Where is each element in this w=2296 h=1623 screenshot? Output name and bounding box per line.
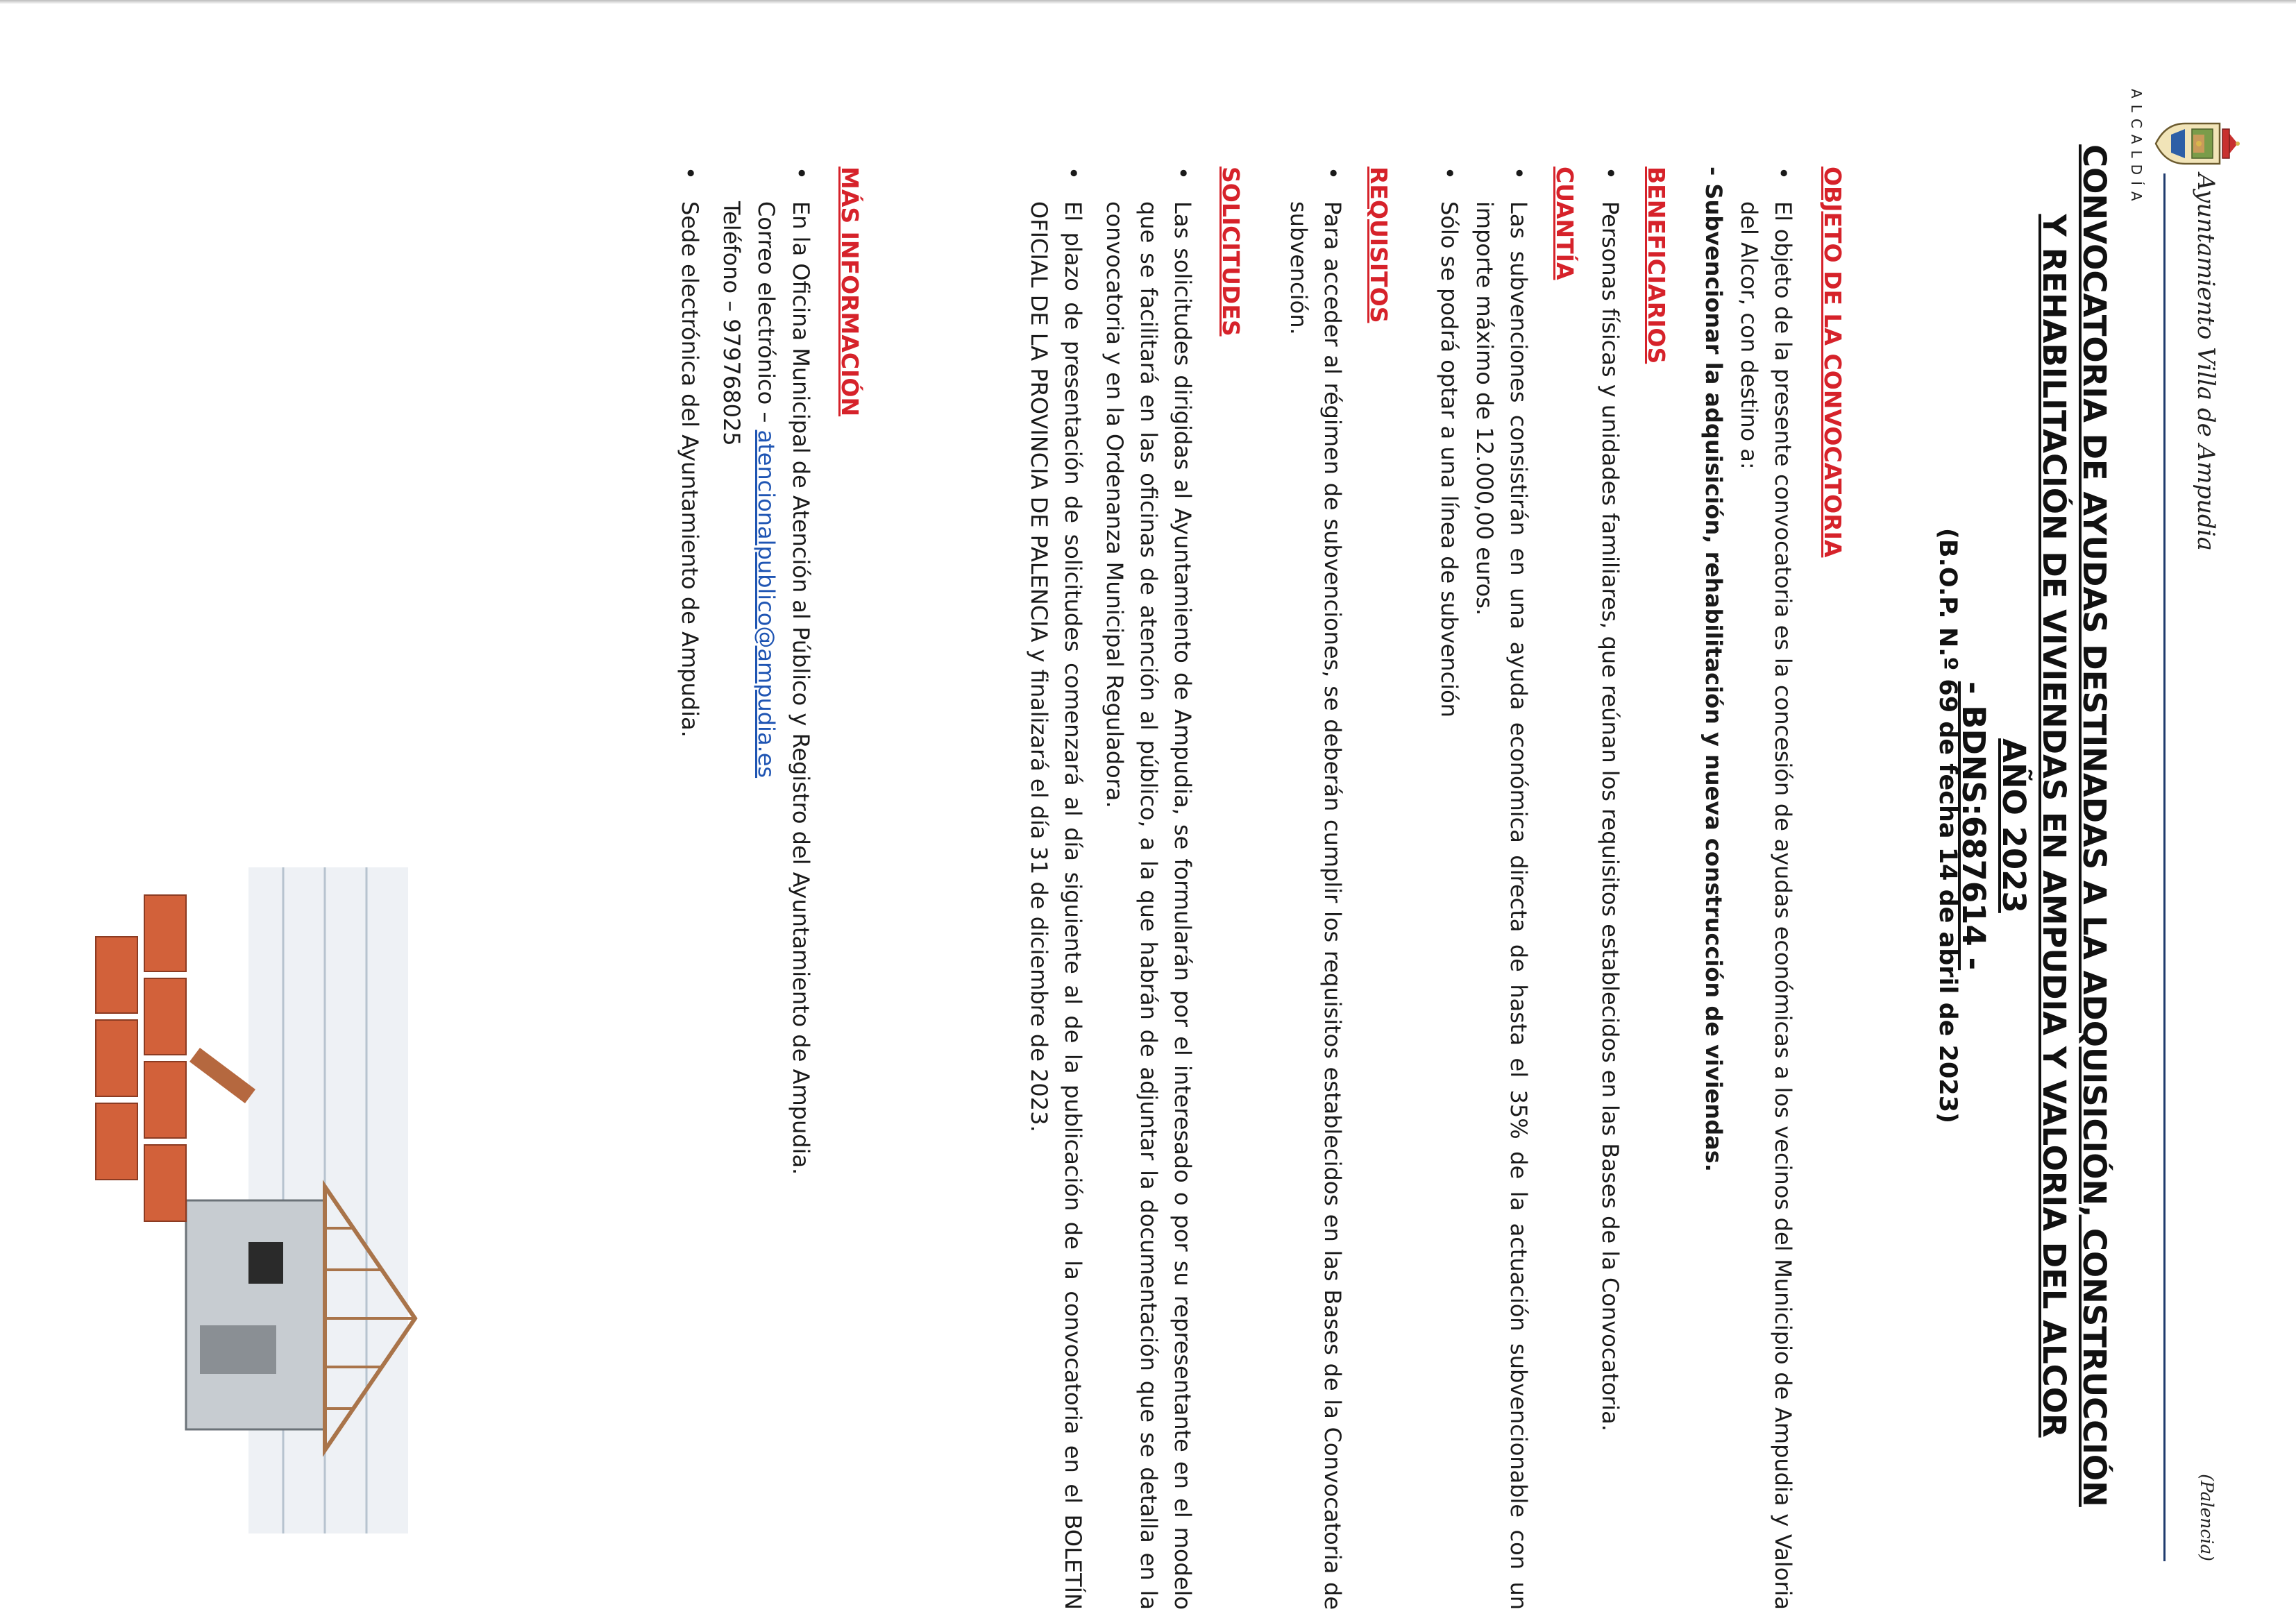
- bullet-icon: •: [1505, 167, 1532, 180]
- house-construction-illustration: [75, 840, 464, 1603]
- municipal-crest-icon: [2150, 111, 2240, 177]
- list-item: [1467, 167, 1535, 1610]
- objeto-text: El objeto de la presente convocatoria es la concesión de ayudas económicas a los vecinos del Municipio de Ampudia y Valoria del Alcor, con destino a:: [1736, 201, 1796, 1610]
- bullet-icon: •: [1319, 167, 1346, 180]
- title-year: AÑO 2023: [1995, 738, 2032, 913]
- list-item: [673, 167, 707, 1610]
- bullet-icon: •: [1436, 167, 1462, 180]
- bullet-icon: •: [1060, 167, 1086, 180]
- beneficiarios-text: Personas físicas y unidades familiares, que reúnan los requisitos establecidos en las Bases de la Convocatoria.: [1597, 201, 1623, 1431]
- email-label: Correo electrónico –: [753, 201, 779, 430]
- solicitudes-text-2: El plazo de presentación de solicitudes comenzará al día siguiente al de la publicación de la convocatoria en el BOLETÍN OFICIAL DE LA PROVINCIA DE PALENCIA y finalizará el día 31 de diciembre de 2023.: [1026, 201, 1086, 1610]
- cuantia-text-2: Sólo se podrá optar a una línea de subvención: [1436, 201, 1462, 717]
- section-heading-requisitos: REQUISITOS: [1365, 167, 1392, 323]
- list-item: [1281, 167, 1349, 1610]
- section-heading-cuantia: CUANTÍA: [1551, 167, 1578, 280]
- section-heading-objeto: OBJETO DE LA CONVOCATORIA: [1819, 167, 1846, 558]
- cuantia-text-1: Las subvenciones consistirán en una ayuda económica directa de hasta el 35% de la actuación subvencionable con un importe máximo de 12.000,00 euros.: [1471, 201, 1532, 1610]
- list-item: [784, 167, 818, 1610]
- bullet-icon: •: [1170, 167, 1196, 180]
- bullet-icon: •: [677, 167, 703, 180]
- section-heading-beneficiarios: BENEFICIARIOS: [1643, 167, 1670, 364]
- list-item: [1593, 167, 1627, 1610]
- bullet-icon: •: [1770, 167, 1796, 180]
- bop-reference: (B.O.P. N.º 69 de fecha 14 de abril de 2023): [1934, 527, 1961, 1124]
- title-line-2: Y REHABILITACIÓN DE VIVIENDAS EN AMPUDIA Y VALORIA DEL ALCOR: [2036, 214, 2073, 1438]
- section-heading-solicitudes: SOLICITUDES: [1217, 167, 1244, 337]
- title-line-1: CONVOCATORIA DE AYUDAS DESTINADAS A LA ADQUISICIÓN, CONSTRUCCIÓN: [2076, 144, 2113, 1507]
- bullet-icon: •: [788, 167, 814, 180]
- objeto-destino: - Subvencionar la adquisición, rehabilitación y nueva construcción de viviendas.: [1700, 167, 1727, 1172]
- province-name: (Palencia): [2197, 1474, 2217, 1561]
- list-item: [1732, 167, 1800, 1610]
- letterhead-rule: [2163, 173, 2166, 1561]
- info-office-text: En la Oficina Municipal de Atención al Público y Registro del Ayuntamiento de Ampudia.: [788, 201, 814, 1175]
- institution-name: Ayuntamiento Villa de Ampudia: [2192, 173, 2220, 551]
- phone-line: Teléfono – 979768025: [718, 201, 745, 446]
- list-item: [1022, 167, 1090, 1610]
- email-line: [749, 201, 783, 1311]
- requisitos-text: Para acceder al régimen de subvenciones, se deberán cumplir los requisitos establecidos en las Bases de la Convocatoria de subvención.: [1285, 201, 1346, 1610]
- solicitudes-text-1: Las solicitudes dirigidas al Ayuntamiento de Ampudia, se formularán por el interesado o por su representante en el modelo que se facilitará en las oficinas de atención al público, a la que habrán de adjuntar la documentación que se detalla en la convocatoria y en la Ordenanza Municipal Reguladora.: [1101, 201, 1196, 1610]
- email-link[interactable]: atencionalpublico@ampudia.es: [753, 430, 779, 779]
- document-title: [1953, 97, 2114, 1554]
- list-item: [1097, 167, 1199, 1610]
- bullet-icon: •: [1597, 167, 1623, 180]
- title-bdns: - BDNS:687614 -: [1955, 681, 1992, 971]
- section-heading-mas-informacion: MÁS INFORMACIÓN: [836, 167, 863, 417]
- office-label: ALCALDÍA: [2128, 89, 2145, 207]
- info-sede-text: Sede electrónica del Ayuntamiento de Ampudia.: [677, 201, 703, 738]
- list-item: [1432, 167, 1466, 1610]
